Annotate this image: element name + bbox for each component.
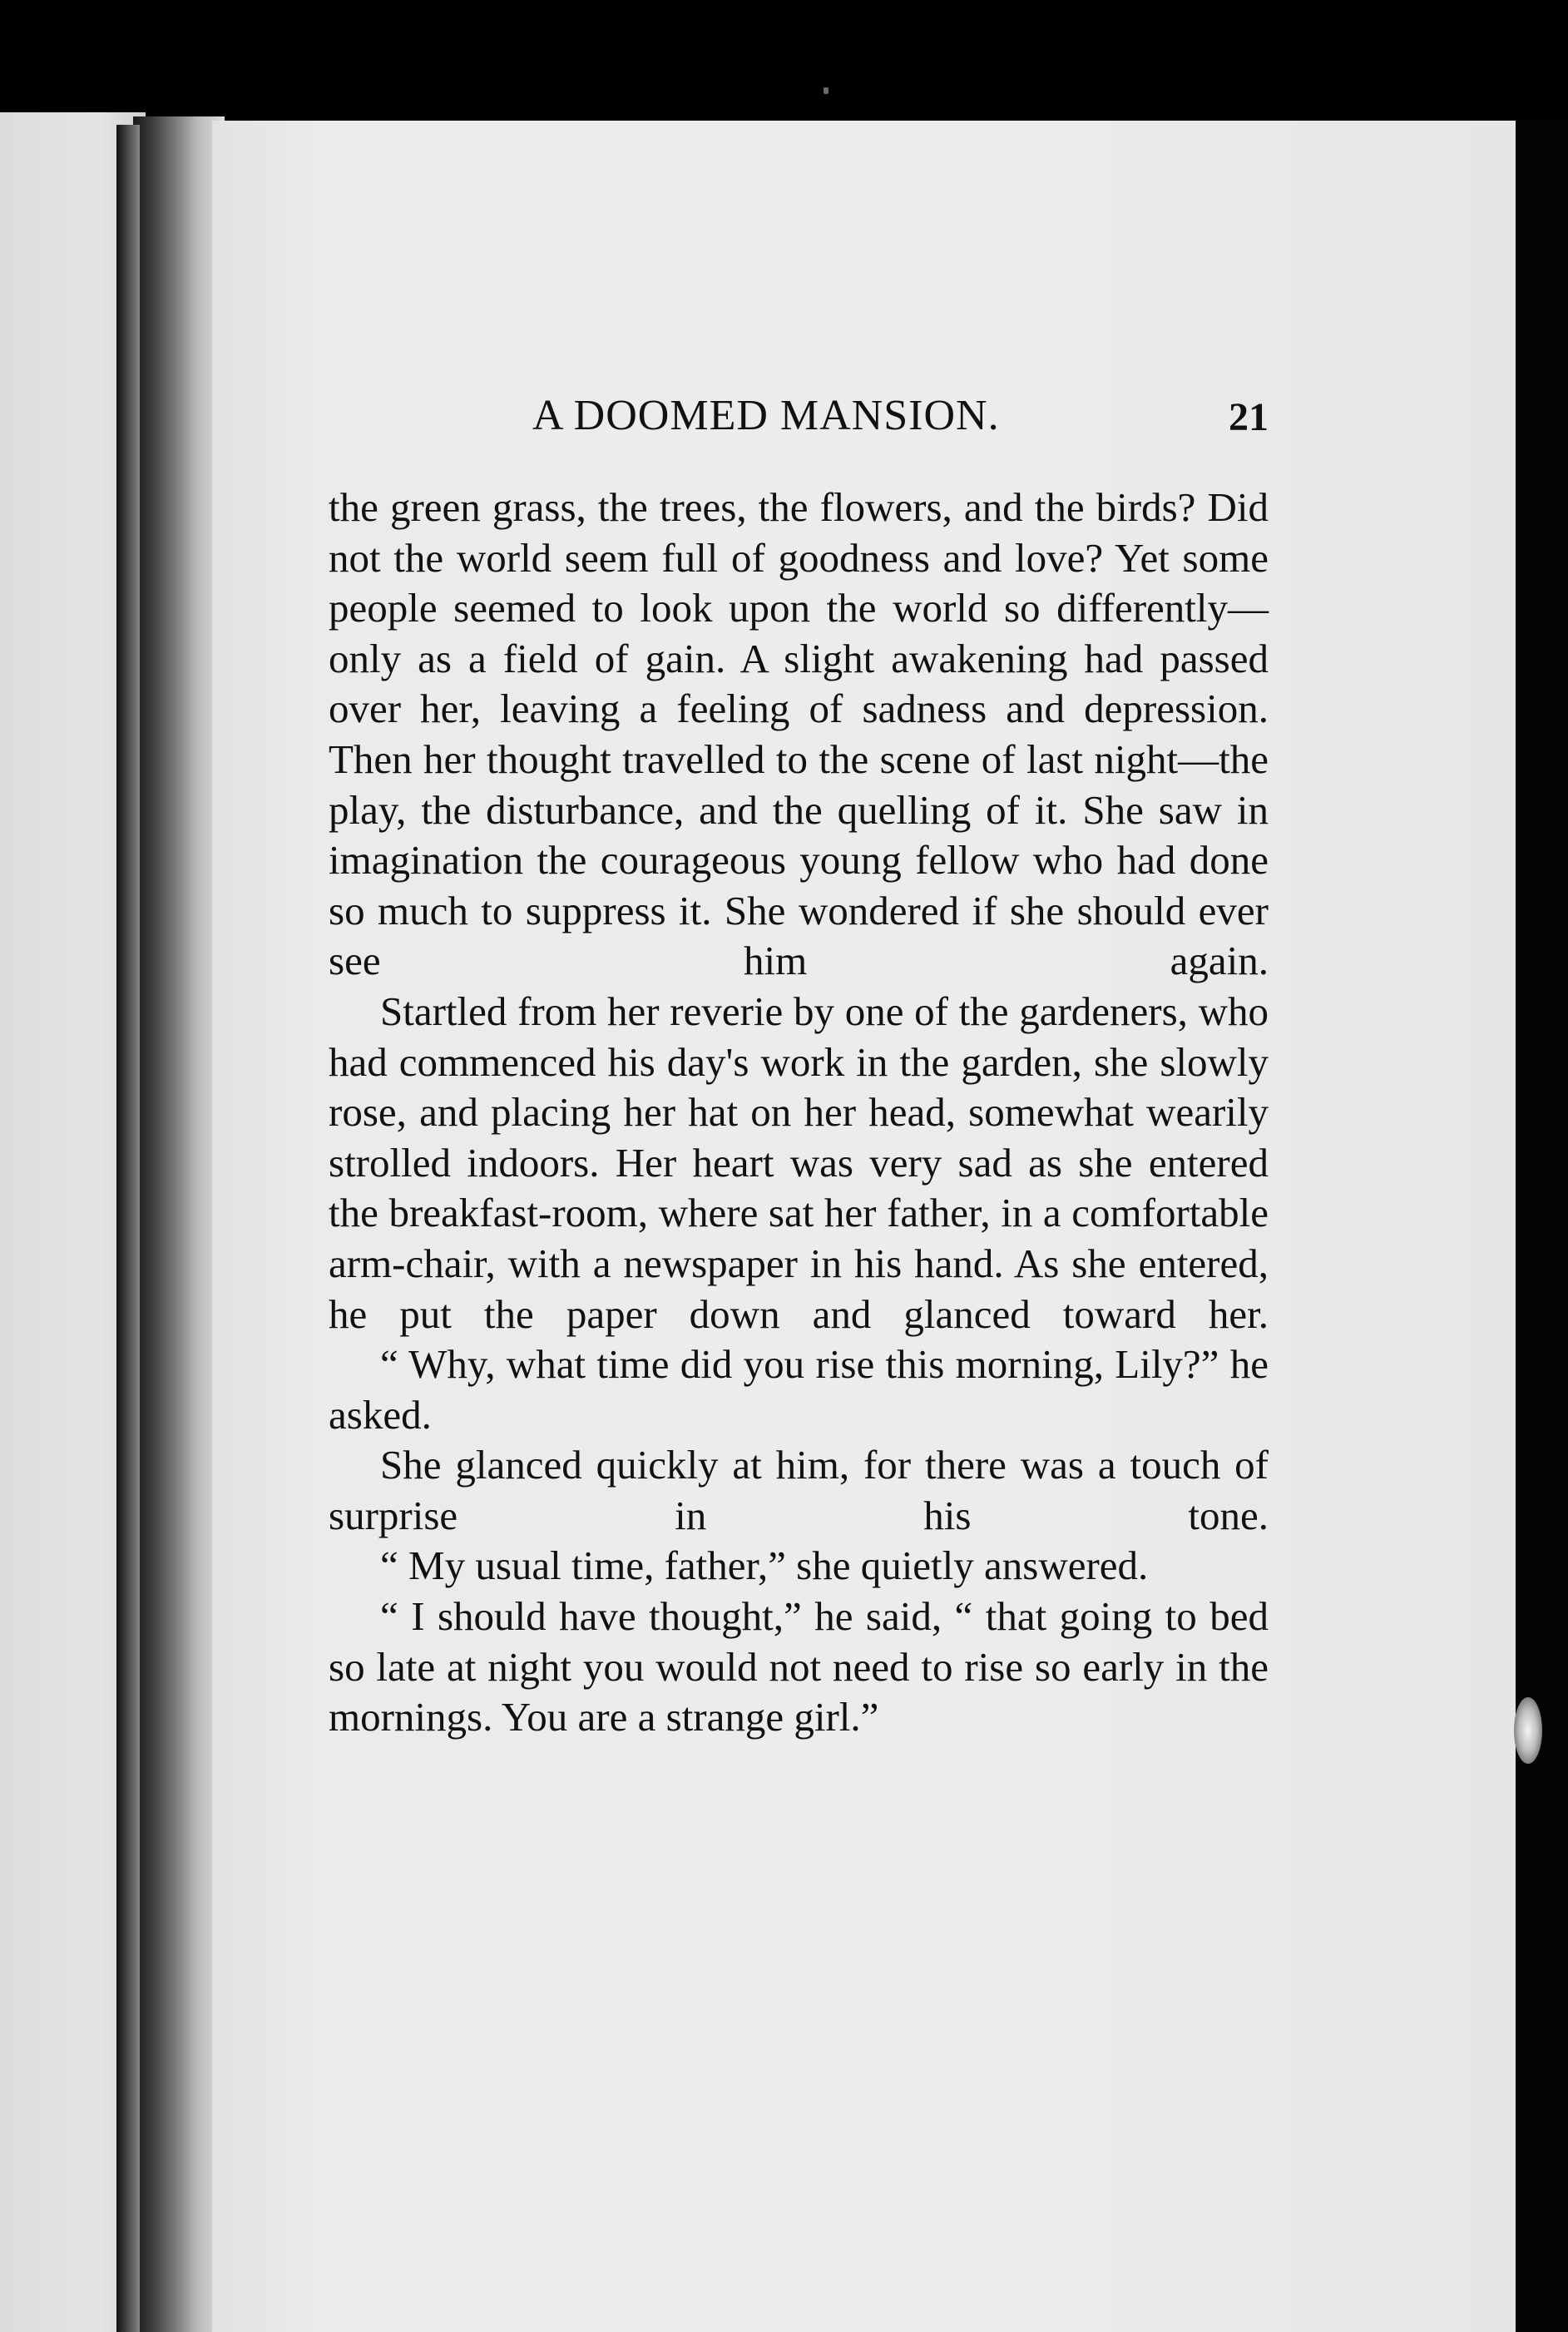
scan-artifact-speck <box>1514 1697 1542 1764</box>
page-header <box>329 391 1269 449</box>
scan-artifact-dot <box>824 87 829 94</box>
body-text <box>329 483 1269 1743</box>
page-number: 21 <box>1229 395 1269 439</box>
running-head: A DOOMED MANSION. <box>532 392 1000 439</box>
paragraph: She glanced quickly at him, for there was a touch of surprise in his tone. <box>329 1442 1269 1538</box>
paragraph: Startled from her reverie by one of the gardeners, who had commenced his day's work in the garden, she slowly rose, and placing her hat on her head, somewhat wearily strolled indoors. Her heart was very sad as she entered the breakfast-room, where sat her father, in a comfortable arm-chair, with a newspaper in his hand. As she entered, he put the paper down and glanced toward her. <box>329 988 1269 1337</box>
binding-strip <box>116 125 140 2332</box>
paragraph: “ I should have thought,” he said, “ that going to bed so late at night you would not need to rise so early in the mornings. You are a strange girl.” <box>329 1593 1269 1740</box>
paragraph: “ Why, what time did you rise this morning, Lily?” he asked. <box>329 1341 1269 1438</box>
paragraph: “ My usual time, father,” she quietly answered. <box>380 1542 1149 1589</box>
scan-border-right <box>1516 121 1568 2332</box>
book-gutter-shadow <box>133 116 225 2332</box>
paragraph: the green grass, the trees, the flowers, and the birds? Did not the world seem full of goodness and love? Yet some people seemed to look upon the world so differently—only as a field of gain. A slight awakening had passed over her, leaving a feeling of sadness and depression. Then her thought travelled to the scene of last night—the play, the disturbance, and the quelling of it. She saw in imagination the courageous young fellow who had done so much to suppress it. She wondered if she should ever see him again. <box>329 484 1269 984</box>
